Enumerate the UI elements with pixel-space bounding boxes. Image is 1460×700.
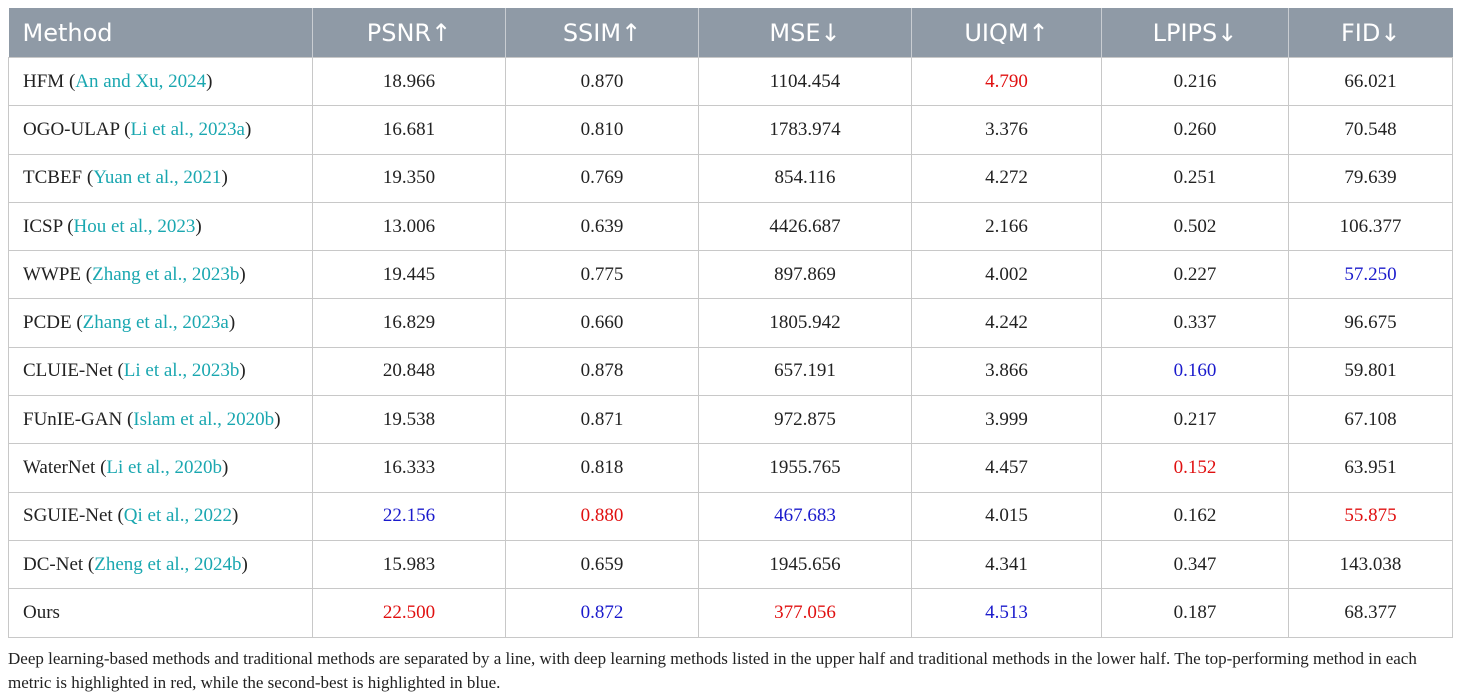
citation-link[interactable]: Li et al., 2020b: [106, 457, 222, 479]
lpips-value: 0.260: [1102, 106, 1289, 154]
ssim-value: 0.775: [506, 251, 699, 299]
paren-open: (: [112, 360, 124, 382]
paren-close: ): [239, 360, 246, 382]
method-name: PCDE: [23, 312, 72, 334]
paren-close: ): [274, 408, 281, 430]
method-cell: [9, 251, 313, 299]
uiqm-value: 4.790: [912, 58, 1102, 106]
paren-open: (: [119, 118, 131, 140]
psnr-value: 16.333: [313, 444, 506, 492]
paren-close: ): [231, 505, 239, 527]
method-cell: [9, 492, 313, 540]
lpips-value: 0.187: [1102, 589, 1289, 637]
mse-value: 1945.656: [699, 540, 912, 588]
header-psnr: PSNR↑: [313, 8, 506, 58]
mse-value: 4426.687: [699, 202, 912, 250]
method-cell: [9, 540, 313, 588]
paren-close: ): [239, 263, 246, 285]
fid-value: 70.548: [1289, 106, 1453, 154]
table-row: [9, 444, 1453, 492]
table-row: [9, 299, 1453, 347]
paren-open: (: [122, 408, 134, 430]
header-uiqm: UIQM↑: [912, 8, 1102, 58]
lpips-value: 0.502: [1102, 202, 1289, 250]
results-table-container: [8, 8, 1452, 695]
lpips-value: 0.217: [1102, 396, 1289, 444]
header-ssim: SSIM↑: [506, 8, 699, 58]
mse-value: 854.116: [699, 154, 912, 202]
mse-value: 657.191: [699, 347, 912, 395]
citation-link[interactable]: Zhang et al., 2023b: [92, 263, 240, 285]
ssim-value: 0.870: [506, 58, 699, 106]
paren-close: ): [221, 457, 229, 479]
table-row: [9, 106, 1453, 154]
psnr-value: 22.156: [313, 492, 506, 540]
psnr-value: 19.445: [313, 251, 506, 299]
lpips-value: 0.216: [1102, 58, 1289, 106]
psnr-value: 13.006: [313, 202, 506, 250]
method-name: HFM: [23, 70, 65, 92]
fid-value: 59.801: [1289, 347, 1453, 395]
fid-value: 96.675: [1289, 299, 1453, 347]
paren-open: (: [83, 553, 95, 575]
method-name: OGO-ULAP: [23, 118, 120, 140]
header-lpips: LPIPS↓: [1102, 8, 1289, 58]
lpips-value: 0.162: [1102, 492, 1289, 540]
uiqm-value: 3.376: [912, 106, 1102, 154]
citation-link[interactable]: Zheng et al., 2024b: [94, 553, 242, 575]
table-row: [9, 154, 1453, 202]
paren-open: (: [62, 215, 74, 237]
ssim-value: 0.871: [506, 396, 699, 444]
method-name: ICSP: [23, 215, 63, 237]
psnr-value: 16.681: [313, 106, 506, 154]
table-row: [9, 347, 1453, 395]
lpips-value: 0.337: [1102, 299, 1289, 347]
citation-link[interactable]: Hou et al., 2023: [73, 215, 196, 237]
uiqm-value: 4.457: [912, 444, 1102, 492]
table-row: [9, 251, 1453, 299]
method-cell: [9, 589, 313, 637]
method-name: WWPE: [23, 263, 82, 285]
header-fid: FID↓: [1289, 8, 1453, 58]
uiqm-value: 4.242: [912, 299, 1102, 347]
mse-value: 1955.765: [699, 444, 912, 492]
method-cell: [9, 347, 313, 395]
table-header-row: [9, 8, 1453, 58]
method-cell: [9, 154, 313, 202]
psnr-value: 22.500: [313, 589, 506, 637]
table-row: [9, 202, 1453, 250]
method-name: DC-Net: [23, 553, 84, 575]
mse-value: 467.683: [699, 492, 912, 540]
mse-value: 897.869: [699, 251, 912, 299]
mse-value: 972.875: [699, 396, 912, 444]
uiqm-value: 4.015: [912, 492, 1102, 540]
mse-value: 1805.942: [699, 299, 912, 347]
method-cell: [9, 396, 313, 444]
fid-value: 63.951: [1289, 444, 1453, 492]
lpips-value: 0.160: [1102, 347, 1289, 395]
paren-close: ): [244, 118, 252, 140]
mse-value: 377.056: [699, 589, 912, 637]
ssim-value: 0.660: [506, 299, 699, 347]
mse-value: 1104.454: [699, 58, 912, 106]
fid-value: 68.377: [1289, 589, 1453, 637]
uiqm-value: 4.341: [912, 540, 1102, 588]
method-name: CLUIE-Net: [23, 360, 113, 382]
method-cell: [9, 106, 313, 154]
method-cell: [9, 58, 313, 106]
citation-link[interactable]: Yuan et al., 2021: [93, 167, 222, 189]
fid-value: 57.250: [1289, 251, 1453, 299]
ssim-value: 0.872: [506, 589, 699, 637]
lpips-value: 0.152: [1102, 444, 1289, 492]
method-cell: [9, 299, 313, 347]
table-row: [9, 492, 1453, 540]
psnr-value: 15.983: [313, 540, 506, 588]
lpips-value: 0.251: [1102, 154, 1289, 202]
table-row: [9, 58, 1453, 106]
mse-value: 1783.974: [699, 106, 912, 154]
paren-open: (: [112, 505, 124, 527]
method-name: FUnIE-GAN: [23, 408, 123, 430]
uiqm-value: 2.166: [912, 202, 1102, 250]
paren-open: (: [64, 70, 76, 92]
method-name: WaterNet: [23, 457, 96, 479]
psnr-value: 20.848: [313, 347, 506, 395]
citation-link[interactable]: Li et al., 2023b: [123, 360, 240, 382]
lpips-value: 0.227: [1102, 251, 1289, 299]
paren-close: ): [241, 553, 248, 575]
method-name: Ours: [23, 601, 60, 623]
citation-link[interactable]: Qi et al., 2022: [123, 505, 232, 527]
uiqm-value: 4.272: [912, 154, 1102, 202]
psnr-value: 19.538: [313, 396, 506, 444]
method-cell: [9, 202, 313, 250]
citation-link[interactable]: Islam et al., 2020b: [133, 408, 275, 430]
table-row: [9, 589, 1453, 637]
header-mse: MSE↓: [699, 8, 912, 58]
table-footnote: Deep learning-based methods and traditional methods are separated by a line, with deep learning methods listed in the upper half and traditional methods in the lower half. The top-performing method in each metric is highlighted in red, while the second-best is highlighted in blue.: [8, 648, 1417, 692]
ssim-value: 0.769: [506, 154, 699, 202]
ssim-value: 0.659: [506, 540, 699, 588]
paren-open: (: [71, 312, 83, 334]
ssim-value: 0.818: [506, 444, 699, 492]
fid-value: 55.875: [1289, 492, 1453, 540]
paren-close: ): [221, 167, 228, 189]
citation-link[interactable]: An and Xu, 2024: [75, 70, 207, 92]
fid-value: 143.038: [1289, 540, 1453, 588]
ssim-value: 0.878: [506, 347, 699, 395]
paren-open: (: [81, 263, 93, 285]
method-cell: [9, 444, 313, 492]
fid-value: 79.639: [1289, 154, 1453, 202]
paren-open: (: [95, 457, 107, 479]
uiqm-value: 3.999: [912, 396, 1102, 444]
method-name: SGUIE-Net: [23, 505, 113, 527]
citation-link[interactable]: Li et al., 2023a: [130, 118, 245, 140]
paren-close: ): [206, 70, 213, 92]
ssim-value: 0.810: [506, 106, 699, 154]
ssim-value: 0.639: [506, 202, 699, 250]
method-name: TCBEF: [23, 167, 83, 189]
psnr-value: 18.966: [313, 58, 506, 106]
table-row: [9, 540, 1453, 588]
psnr-value: 19.350: [313, 154, 506, 202]
results-table: [8, 8, 1453, 638]
table-row: [9, 396, 1453, 444]
paren-close: ): [195, 215, 202, 237]
fid-value: 106.377: [1289, 202, 1453, 250]
paren-open: (: [82, 167, 94, 189]
fid-value: 66.021: [1289, 58, 1453, 106]
psnr-value: 16.829: [313, 299, 506, 347]
uiqm-value: 3.866: [912, 347, 1102, 395]
header-method: Method: [9, 8, 313, 58]
lpips-value: 0.347: [1102, 540, 1289, 588]
ssim-value: 0.880: [506, 492, 699, 540]
paren-close: ): [228, 312, 236, 334]
uiqm-value: 4.002: [912, 251, 1102, 299]
fid-value: 67.108: [1289, 396, 1453, 444]
citation-link[interactable]: Zhang et al., 2023a: [82, 312, 229, 334]
uiqm-value: 4.513: [912, 589, 1102, 637]
